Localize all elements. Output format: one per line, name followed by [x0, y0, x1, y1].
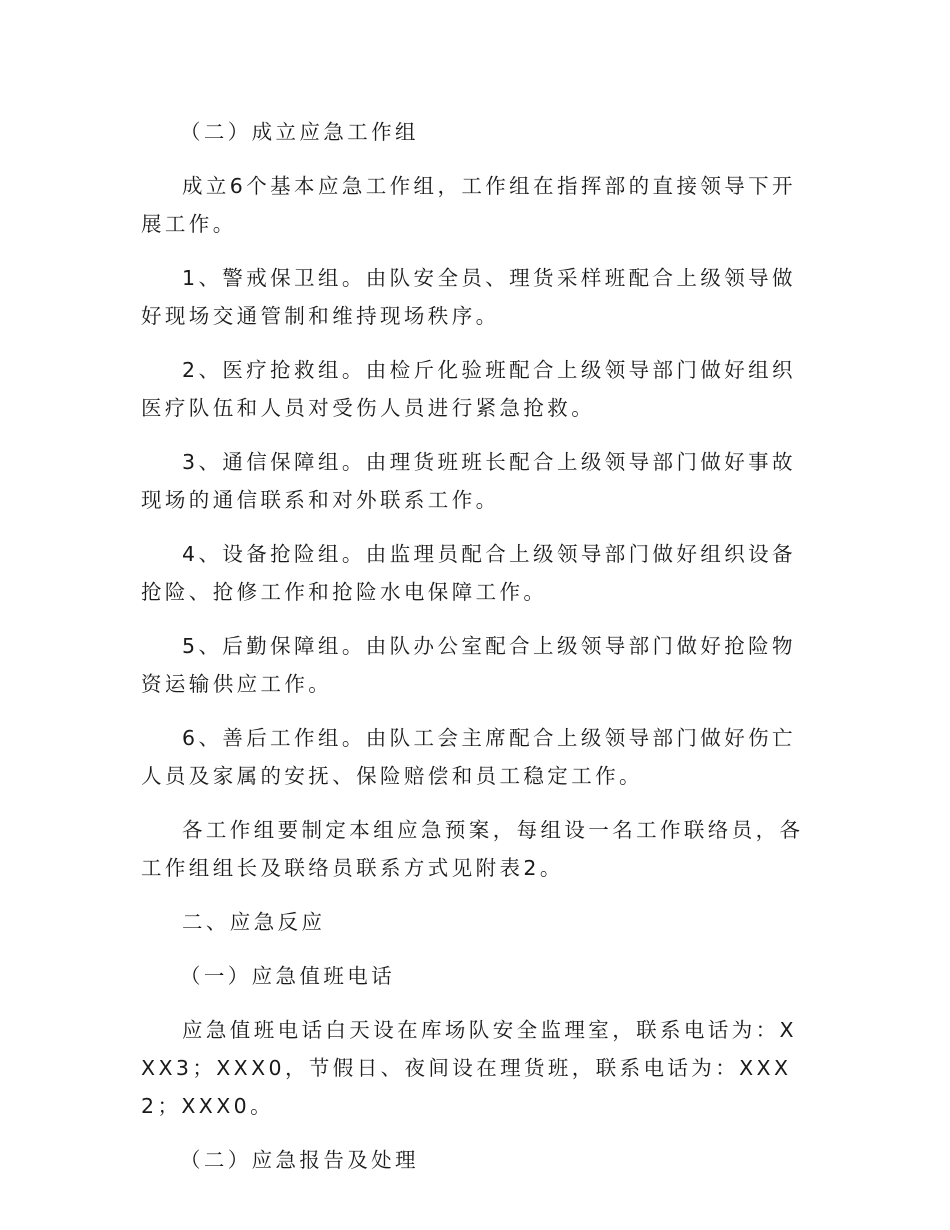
paragraph-duty-phone: 应急值班电话白天设在库场队安全监理室，联系电话为：XXX3；XXX0，节假日、夜间设在理货班，联系电话为：XXX2；XXX0。	[141, 1018, 797, 1118]
section-heading-emergency-response: 二、应急反应	[182, 910, 326, 934]
paragraph-communication-group: 3、通信保障组。由理货班班长配合上级领导部门做好事故现场的通信联系和对外联系工作。	[141, 450, 796, 512]
section-subheading-establish-groups: （二）成立应急工作组	[179, 120, 419, 144]
paragraph-aftermath-group: 6、善后工作组。由队工会主席配合上级领导部门做好伤亡人员及家属的安抚、保险赔偿和员工稳定工作。	[141, 726, 796, 788]
paragraph-logistics-group: 5、后勤保障组。由队办公室配合上级领导部门做好抢险物资运输供应工作。	[141, 634, 796, 696]
section-subheading-duty-phone: （一）应急值班电话	[179, 964, 396, 988]
paragraph-security-group: 1、警戒保卫组。由队安全员、理货采样班配合上级领导做好现场交通管制和维持现场秩序。	[141, 266, 796, 328]
paragraph-equipment-group: 4、设备抢险组。由监理员配合上级领导部门做好组织设备抢险、抢修工作和抢险水电保障工作。	[141, 542, 796, 604]
paragraph-medical-group: 2、医疗抢救组。由检斤化验班配合上级领导部门做好组织医疗队伍和人员对受伤人员进行紧急抢救。	[141, 358, 796, 420]
paragraph-intro: 成立6个基本应急工作组，工作组在指挥部的直接领导下开展工作。	[141, 174, 796, 236]
document-body	[141, 113, 809, 1195]
paragraph-group-plans: 各工作组要制定本组应急预案，每组设一名工作联络员，各工作组组长及联络员联系方式见附表2。	[141, 818, 804, 880]
section-subheading-report-handling: （二）应急报告及处理	[179, 1148, 419, 1172]
